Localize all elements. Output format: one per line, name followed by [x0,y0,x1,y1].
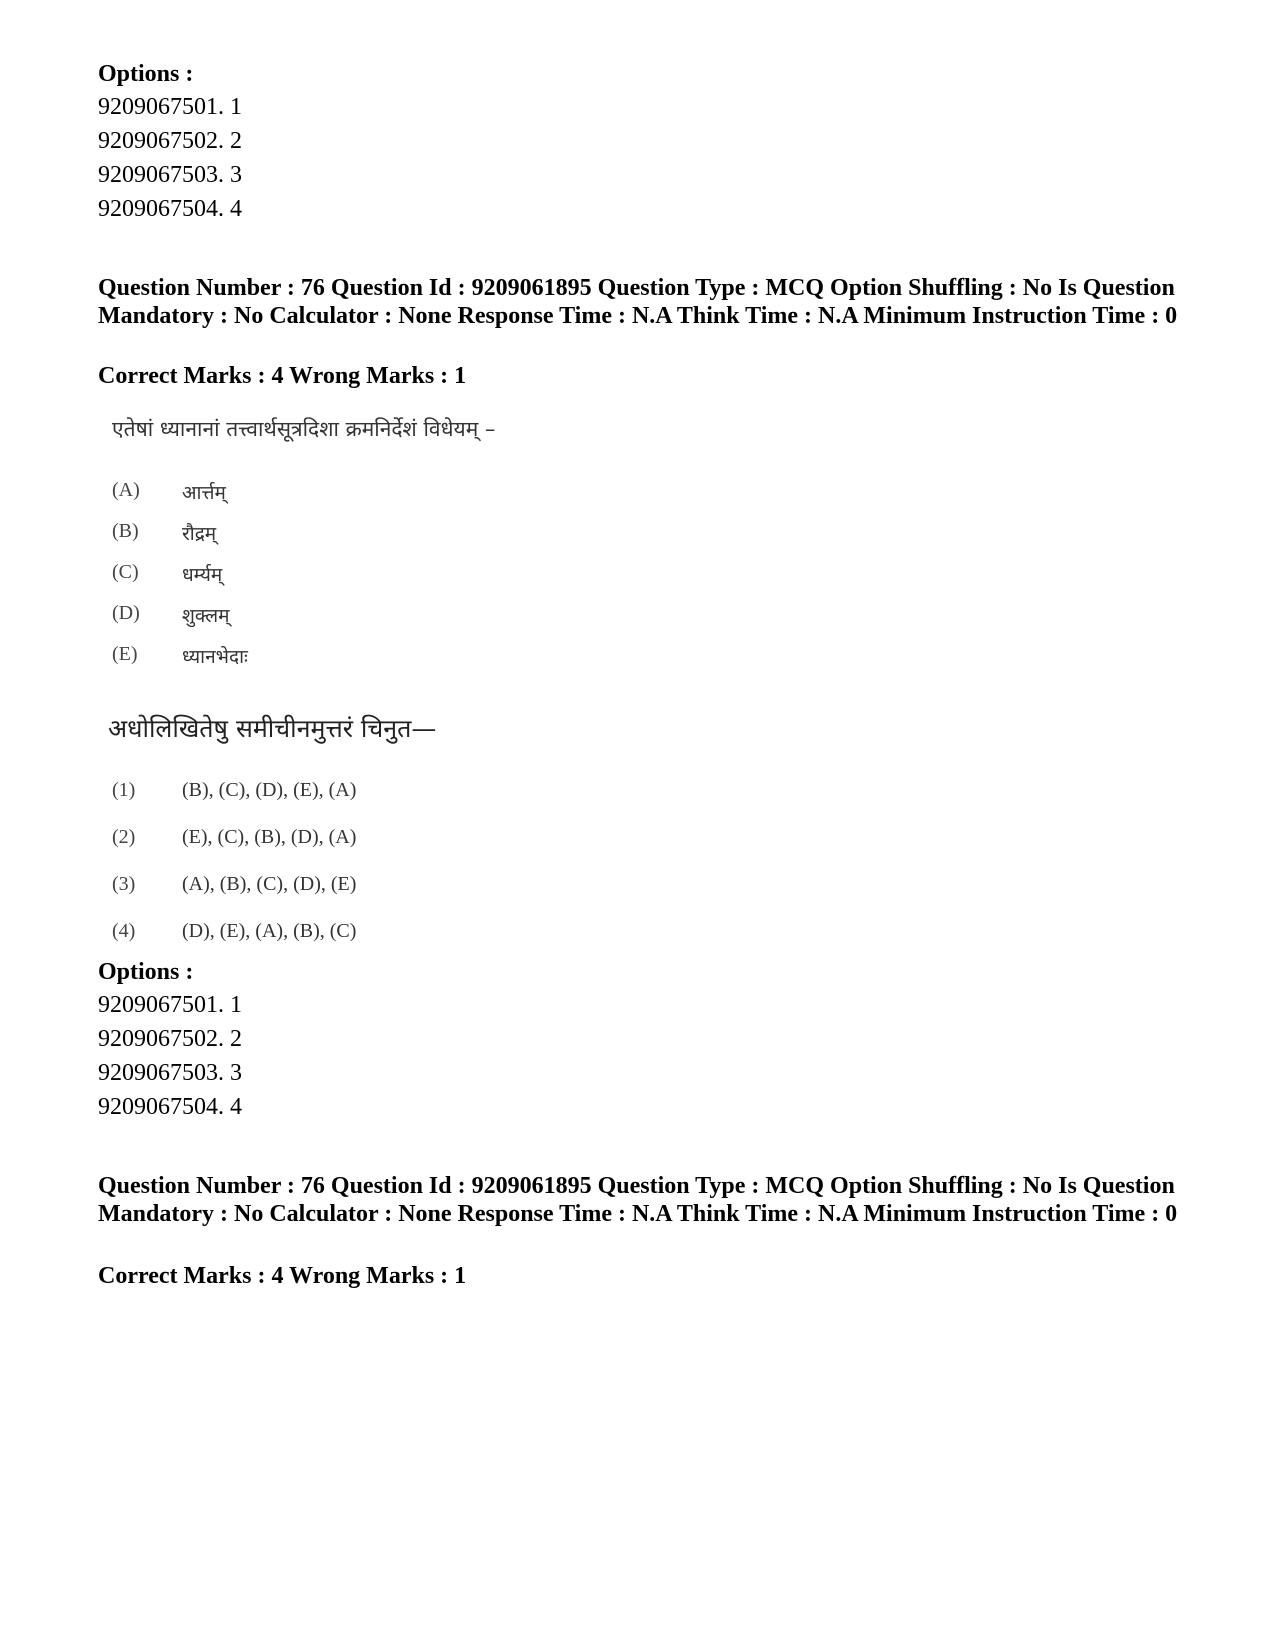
prev-options-heading: Options : [98,61,194,87]
next-question-marks: Correct Marks : 4 Wrong Marks : 1 [98,1263,467,1289]
answer-text: (D), (E), (A), (B), (C) [182,920,357,942]
answer-number: (4) [112,920,136,942]
options-heading: Options : [98,959,194,985]
question-marks: Correct Marks : 4 Wrong Marks : 1 [98,363,467,389]
question-image [98,415,798,945]
answer-number: (3) [112,873,136,895]
prev-option-1: 9209067501. 1 [98,94,242,120]
item-text: धर्म्यम् [182,564,223,586]
item-text: रौद्रम् [182,523,217,545]
item-label: (B) [112,520,139,542]
prev-option-2: 9209067502. 2 [98,128,242,154]
item-label: (E) [112,643,138,665]
answer-number: (1) [112,779,136,801]
next-question-meta: Question Number : 76 Question Id : 9209061895 Question Type : MCQ Option Shuffling : No Is Question Mandatory : No Calculator : None Response Time : N.A Think Time : N.A Minimum Instruction Time : 0 [98,1173,1178,1227]
prev-option-3: 9209067503. 3 [98,162,242,188]
question-meta: Question Number : 76 Question Id : 9209061895 Question Type : MCQ Option Shuffling : No Is Question Mandatory : No Calculator : None Response Time : N.A Think Time : N.A Minimum Instruction Time : 0 [98,275,1178,329]
answer-text: (A), (B), (C), (D), (E) [182,873,357,895]
option-3: 9209067503. 3 [98,1060,242,1086]
option-2: 9209067502. 2 [98,1026,242,1052]
question-stem: एतेषां ध्यानानां तत्त्वार्थसूत्रदिशा क्रमनिर्देशं विधेयम् – [112,417,496,441]
prev-option-4: 9209067504. 4 [98,196,242,222]
item-label: (C) [112,561,139,583]
option-1: 9209067501. 1 [98,992,242,1018]
item-text: शुक्लम् [182,605,230,627]
answer-number: (2) [112,826,136,848]
item-text: आर्त्तम् [182,482,226,504]
question-instruction: अधोलिखितेषु समीचीनमुत्तरं चिनुत— [108,714,437,743]
answer-text: (B), (C), (D), (E), (A) [182,779,357,801]
item-text: ध्यानभेदाः [182,646,248,668]
option-4: 9209067504. 4 [98,1094,242,1120]
answer-text: (E), (C), (B), (D), (A) [182,826,357,848]
item-label: (A) [112,479,140,501]
item-label: (D) [112,602,140,624]
